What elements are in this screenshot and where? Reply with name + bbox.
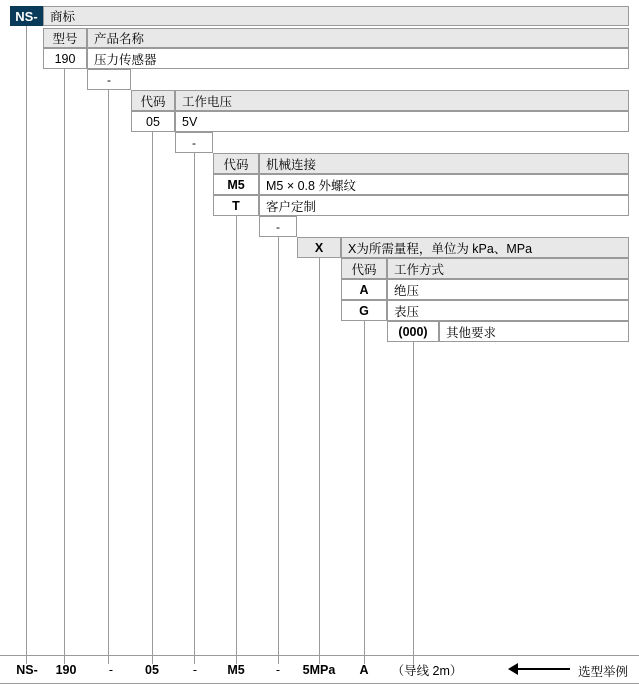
example-part-voltage: 05 [145, 663, 159, 677]
example-part-mode: A [359, 663, 369, 677]
example-separator-1: - [108, 663, 114, 677]
mode-row-code-2: G [341, 300, 387, 321]
voltage-header-code: 代码 [131, 90, 175, 111]
range-header-code: X [297, 237, 341, 258]
separator-dash-1: - [87, 69, 131, 90]
model-header-desc: 产品名称 [87, 28, 629, 48]
brand-code-cell: NS- [10, 6, 43, 26]
mechanical-row-desc-2: 客户定制 [259, 195, 629, 216]
mechanical-row-code-1: M5 [213, 174, 259, 195]
other-header-code: (000) [387, 321, 439, 342]
example-part-other: （导线 2m） [391, 664, 463, 678]
connector-line-sep3 [278, 237, 279, 664]
connector-line-voltage [152, 132, 153, 664]
example-arrow-icon [508, 663, 570, 675]
example-separator-3: - [275, 663, 281, 677]
mechanical-row-code-2: T [213, 195, 259, 216]
brand-label-cell: 商标 [43, 6, 629, 26]
example-part-mechanical: M5 [227, 663, 245, 677]
mode-row-desc-2: 表压 [387, 300, 629, 321]
model-row-desc: 压力传感器 [87, 48, 629, 69]
mode-header-code: 代码 [341, 258, 387, 279]
connector-line-range [319, 258, 320, 664]
connector-line-sep1 [108, 90, 109, 664]
mode-row-code-1: A [341, 279, 387, 300]
example-separator-2: - [192, 663, 198, 677]
mode-header-desc: 工作方式 [387, 258, 629, 279]
other-header-desc: 其他要求 [439, 321, 629, 342]
connector-line-brand [26, 26, 27, 664]
separator-dash-2: - [175, 132, 213, 153]
model-row-code: 190 [43, 48, 87, 69]
connector-line-sep2 [194, 153, 195, 664]
model-header-code: 型号 [43, 28, 87, 48]
mode-row-desc-1: 绝压 [387, 279, 629, 300]
example-part-brand: NS- [16, 663, 38, 677]
mechanical-header-code: 代码 [213, 153, 259, 174]
voltage-row-desc: 5V [175, 111, 629, 132]
example-part-model: 190 [55, 663, 77, 677]
voltage-row-code: 05 [131, 111, 175, 132]
connector-line-model [64, 69, 65, 664]
connector-line-mode [364, 321, 365, 664]
range-header-desc: X为所需量程，单位为 kPa、MPa [341, 237, 629, 258]
example-strip-top-rule [0, 655, 639, 656]
mechanical-row-desc-1: M5 × 0.8 外螺纹 [259, 174, 629, 195]
connector-line-other [413, 342, 414, 664]
mechanical-header-desc: 机械连接 [259, 153, 629, 174]
example-legend-label: 选型举例 [578, 665, 629, 679]
example-part-range: 5MPa [302, 663, 336, 677]
voltage-header-desc: 工作电压 [175, 90, 629, 111]
connector-line-mechanical [236, 216, 237, 664]
separator-dash-3: - [259, 216, 297, 237]
